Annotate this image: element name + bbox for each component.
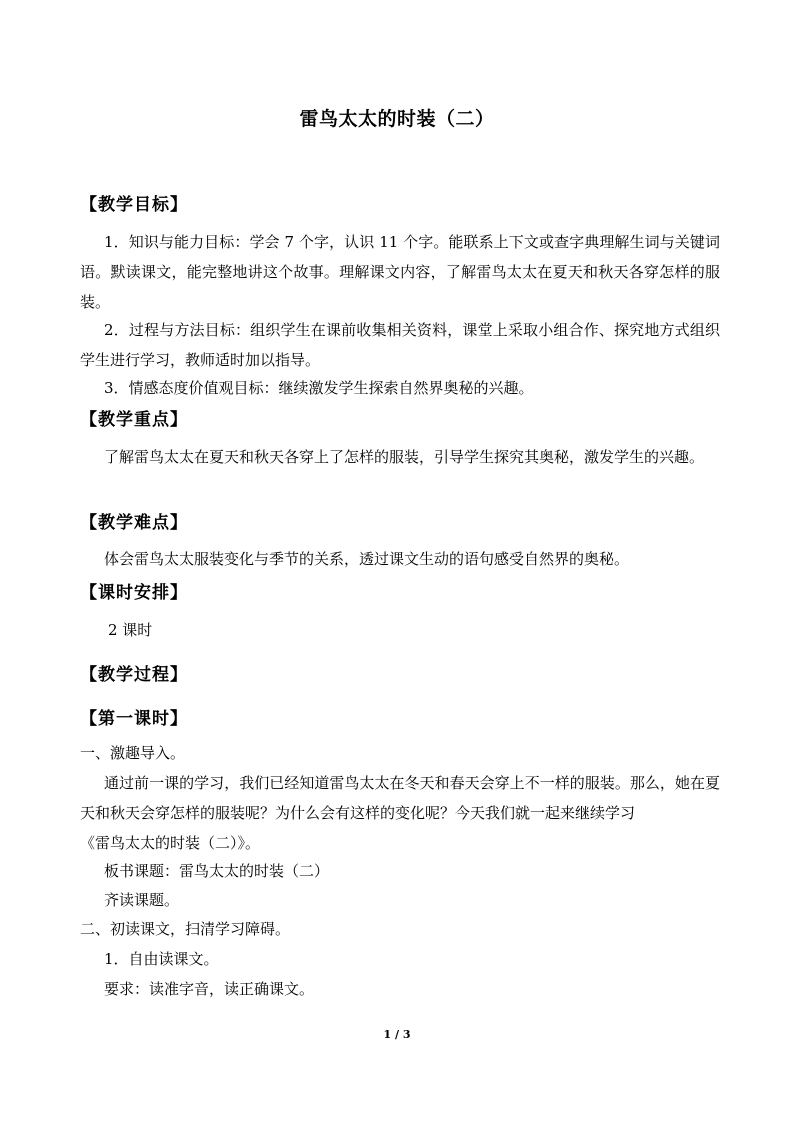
board-title-line: 板书课题：雷鸟太太的时装（二） bbox=[104, 862, 330, 880]
paragraph-goal-2: 2．过程与方法目标：组织学生在课前收集相关资料，课堂上采取小组合作、探究地方式组织学生进行学习，教师适时加以指导。 bbox=[80, 321, 720, 369]
paragraph-schedule: 2 课时 bbox=[108, 621, 153, 639]
paragraph-step-1: 通过前一课的学习，我们已经知道雷鸟太太在冬天和春天会穿上不一样的服装。那么，她在夏天和秋天会穿怎样的服装呢？为什么会有这样的变化呢？今天我们就一起来继续学习 bbox=[80, 774, 720, 822]
paragraph-step-1-last-line: 《雷鸟太太的时装（二）》。 bbox=[80, 834, 261, 852]
heading-first-lesson: 【第一课时】 bbox=[80, 709, 188, 729]
heading-key-points: 【教学重点】 bbox=[80, 410, 188, 430]
paragraph-difficulties: 体会雷鸟太太服装变化与季节的关系，透过课文生动的语句感受自然界的奥秘。 bbox=[104, 550, 630, 568]
page-number: 1 / 3 bbox=[383, 1028, 411, 1041]
paragraph-goal-3: 3．情感态度价值观目标：继续激发学生探索自然界奥秘的兴趣。 bbox=[104, 379, 534, 397]
document-title: 雷鸟太太的时装（二） bbox=[299, 108, 495, 130]
paragraph-key-points: 了解雷鸟太太在夏天和秋天各穿上了怎样的服装，引导学生探究其奥秘，激发学生的兴趣。 bbox=[104, 448, 705, 466]
step-2-title: 二、初读课文，扫清学习障碍。 bbox=[80, 920, 291, 938]
paragraph-goal-1: 1．知识与能力目标：学会 7 个字，认识 11 个字。能联系上下文或查字典理解生词与关键词语。默读课文，能完整地讲这个故事。理解课文内容，了解雷鸟太太在夏天和秋天各穿怎样的服装。 bbox=[80, 233, 720, 311]
heading-difficulties: 【教学难点】 bbox=[80, 513, 188, 533]
step-2-requirement: 要求：读准字音，读正确课文。 bbox=[104, 980, 315, 998]
read-title-line: 齐读课题。 bbox=[104, 891, 180, 909]
heading-teaching-process: 【教学过程】 bbox=[80, 665, 188, 685]
heading-schedule: 【课时安排】 bbox=[80, 583, 188, 603]
step-2-item-1: 1．自由读课文。 bbox=[104, 950, 219, 968]
step-1-title: 一、激趣导入。 bbox=[80, 744, 186, 762]
heading-teaching-goals: 【教学目标】 bbox=[80, 195, 188, 215]
